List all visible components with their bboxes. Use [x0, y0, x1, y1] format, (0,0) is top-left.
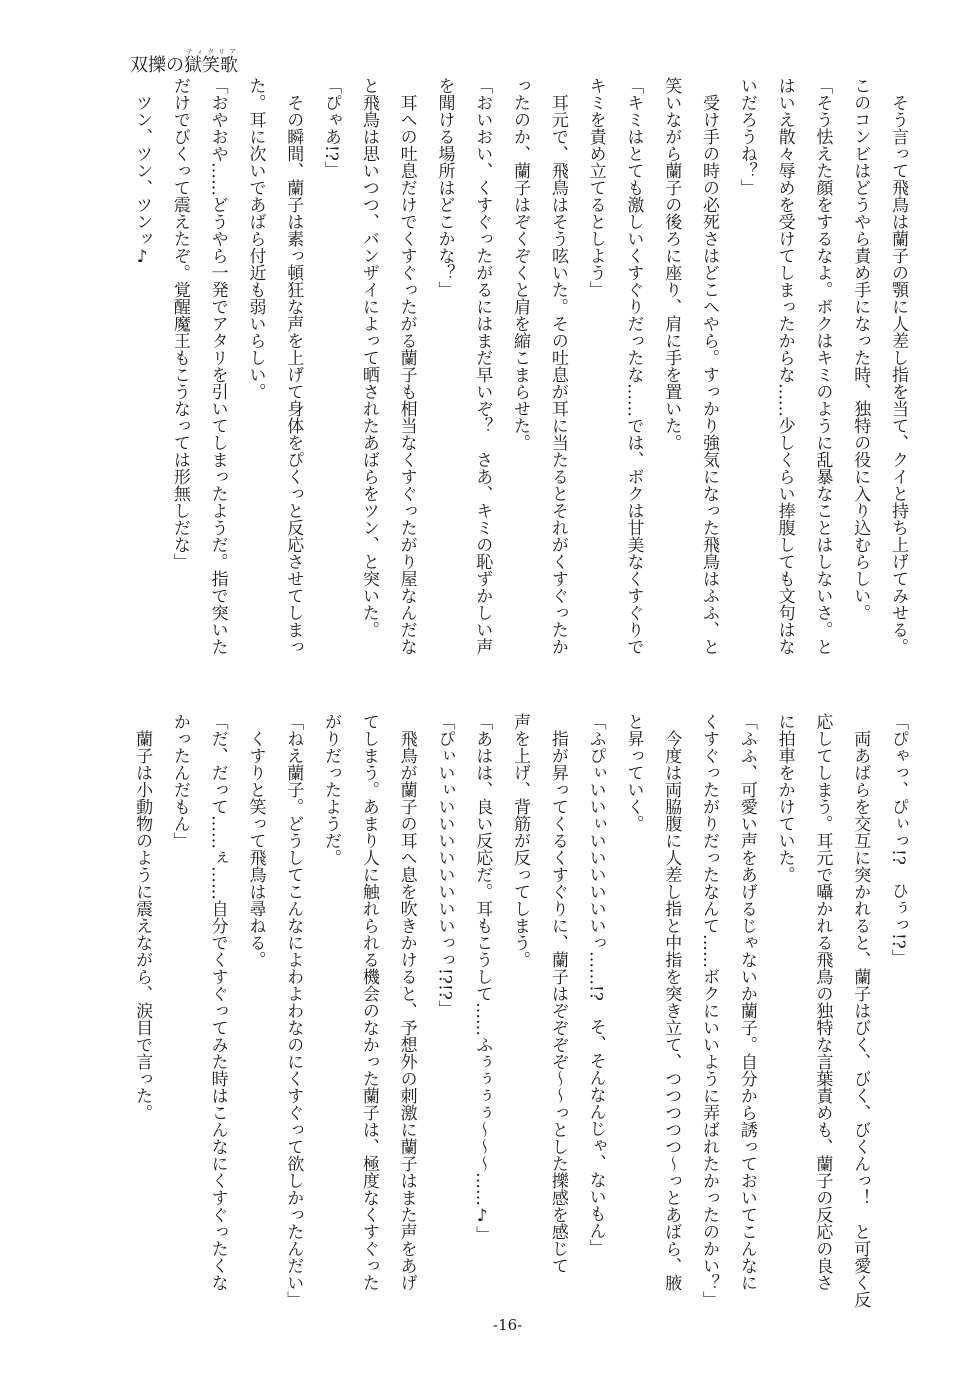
text-column: 「ぴぃいぃいいいいいいいいっっ!?!?」 [434, 713, 455, 1017]
text-column: がりだったようだ。 [321, 713, 342, 866]
text-column: 笑いながら蘭子の後ろに座り、肩に手を置いた。 [661, 77, 682, 451]
text-column: を聞ける場所はどこかな？」 [434, 77, 455, 298]
text-column: その瞬間、蘭子は素っ頓狂な声を上げて身体をぴくっと反応させてしまっ [283, 77, 304, 655]
text-column: キミを責め立てるとしよう」 [585, 77, 606, 298]
text-column: 飛鳥が蘭子の耳へ息を吹きかけると、予想外の刺激に蘭子はまた声をあげ [396, 713, 417, 1291]
text-column: そう言って飛鳥は蘭子の顎に人差し指を当て、クイと持ち上げてみせる。 [888, 77, 908, 655]
text-column: に拍車をかけていた。 [774, 713, 795, 883]
text-tier-top [122, 77, 916, 659]
text-column: 「おやおや……どうやら一発でアタリを引いてしまったようだ。指で突いた [207, 77, 228, 655]
title-ruby-reading: ティクリア [184, 48, 238, 56]
text-column: かったんだもん」 [169, 713, 190, 849]
text-column: 「ふふ、可愛い声をあげるじゃないか蘭子。自分から誘っておいてこんなに [736, 713, 757, 1291]
running-header-title [130, 48, 238, 78]
title-ruby-base: 獄笑歌 [184, 55, 238, 76]
text-column: 蘭子は小動物のように震えながら、涙目で言った。 [132, 713, 153, 1121]
text-column: と昇っていく。 [623, 713, 644, 832]
text-column: 「そう怯えた顔をするなよ。ボクはキミのように乱暴なことはしないさ。と [812, 77, 833, 655]
text-column: た。耳に次いであばら付近も弱いらしい。 [245, 77, 266, 400]
text-column: 「ねえ蘭子。どうしてこんなによわよわなのにくすぐって欲しかったんだい」 [283, 713, 304, 1308]
text-column: くすりと笑って飛鳥は尋ねる。 [245, 713, 266, 968]
text-column: 声を上げ、背筋が反ってしまう。 [510, 713, 531, 968]
page-number: -16- [493, 1316, 523, 1334]
text-column: 「キミはとても激しいくすぐりだったな……では、ボクは甘美なくすぐりで [623, 77, 644, 655]
text-column: このコンビはどうやら責め手になった時、独特の役に入り込むらしい。 [850, 77, 871, 621]
text-column: と飛鳥は思いつつ、バンザイによって晒されたあばらをツン、と突いた。 [358, 77, 379, 638]
text-column: 両あばらを交互に突かれると、蘭子はびく、びく、びくんっ！ と可愛く反 [850, 713, 871, 1308]
text-column: 「ぴゃあ!?」 [321, 77, 342, 178]
text-column: ったのか、蘭子はぞくぞくと肩を縮こまらせた。 [510, 77, 531, 451]
text-column: 「だ、だって……ぇ……自分でくすぐってみた時はこんなにくすぐったくな [207, 713, 228, 1291]
text-column: 「あはは、良い反応だ。耳もこうして……ふぅぅぅぅ～～～……♪」 [472, 713, 493, 1243]
text-column: 今度は両脇腹に人差し指と中指を突き立て、つつつつつ～っとあばら、腋 [661, 713, 682, 1291]
text-column: 指が昇ってくるくすぐりに、蘭子はぞぞぞぞ～～っとした擽感を感じて [547, 713, 568, 1274]
text-column: 応してしまう。耳元で囁かれる飛鳥の独特な言葉責めも、蘭子の反応の良さ [812, 713, 833, 1291]
text-column: ツン、ツン、ツンッ♪ [132, 77, 153, 267]
text-column: 耳への吐息だけでくすぐったがる蘭子も相当なくすぐったがり屋なんだな [396, 77, 417, 655]
text-column: 「ぴゃっ、ぴぃっ!? ひぅっ!?」 [888, 713, 908, 966]
text-column: 「おいおい、くすぐったがるにはまだ早いぞ？ さあ、キミの恥ずかしい声 [472, 77, 493, 655]
title-ruby [184, 48, 238, 76]
text-column: はいえ散々辱めを受けてしまったからな……少しくらい捧腹しても文句はな [774, 77, 795, 655]
text-column: だけでびくって震えたぞ。覚醒魔王もこうなっては形無しだな」 [169, 77, 190, 570]
text-column: くすぐったがりだったなんて……ボクにいいように弄ばれたかったのかい？」 [699, 713, 720, 1308]
text-tier-bottom [122, 713, 916, 1308]
text-column: てしまう。あまり人に触れられる機会のなかった蘭子は、極度なくすぐった [358, 713, 379, 1291]
text-column: 耳元で、飛鳥はそう呟いた。その吐息が耳に当たるとそれがくすぐったか [547, 77, 568, 655]
text-column: いだろうね？」 [736, 77, 757, 196]
title-prefix: 双擽の [130, 55, 184, 76]
text-column: 受け手の時の必死さはどこへやら。すっかり強気になった飛鳥はふふ、と [699, 77, 720, 655]
text-column: 「ふぴぃいいぃいいいいいいっ……!? そ、そんなんじゃ、ないもん」 [585, 713, 606, 1256]
